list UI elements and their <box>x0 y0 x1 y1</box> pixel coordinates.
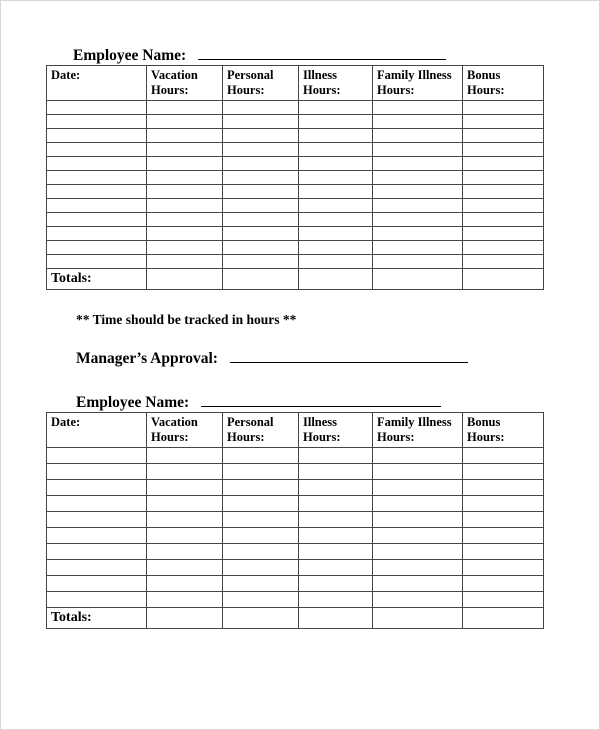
table-row <box>47 115 544 129</box>
manager-approval-line[interactable] <box>230 348 468 363</box>
empty-cell[interactable] <box>47 199 147 213</box>
table-row <box>47 241 544 255</box>
empty-cell[interactable] <box>463 227 544 241</box>
empty-cell[interactable] <box>223 213 299 227</box>
empty-cell[interactable] <box>299 528 373 544</box>
empty-cell[interactable] <box>47 528 147 544</box>
header-cell: Family Illness Hours: <box>373 413 463 448</box>
empty-cell[interactable] <box>463 213 544 227</box>
empty-cell[interactable] <box>47 544 147 560</box>
empty-cell[interactable] <box>373 213 463 227</box>
header-cell: Date: <box>47 413 147 448</box>
empty-cell[interactable] <box>147 227 223 241</box>
empty-cell[interactable] <box>463 199 544 213</box>
employee-name-line-2[interactable] <box>201 392 441 407</box>
header-cell: Vacation Hours: <box>147 413 223 448</box>
empty-cell[interactable] <box>463 448 544 464</box>
empty-cell[interactable] <box>47 241 147 255</box>
table-row <box>47 528 544 544</box>
table-row <box>47 496 544 512</box>
empty-cell[interactable] <box>223 129 299 143</box>
empty-cell[interactable] <box>299 227 373 241</box>
empty-cell[interactable] <box>373 480 463 496</box>
empty-cell[interactable] <box>223 512 299 528</box>
empty-cell[interactable] <box>299 185 373 199</box>
empty-cell[interactable] <box>463 129 544 143</box>
empty-cell[interactable] <box>147 199 223 213</box>
table-row <box>47 255 544 269</box>
empty-cell[interactable] <box>223 464 299 480</box>
empty-cell[interactable] <box>147 576 223 592</box>
totals-row <box>47 269 544 290</box>
totals-label: Totals: <box>47 269 147 290</box>
empty-cell[interactable] <box>47 560 147 576</box>
header-cell: Illness Hours: <box>299 413 373 448</box>
empty-cell[interactable] <box>147 157 223 171</box>
employee-name-row-1 <box>73 45 599 65</box>
empty-cell[interactable] <box>299 115 373 129</box>
header-cell: Personal Hours: <box>223 413 299 448</box>
table-row <box>47 171 544 185</box>
empty-cell[interactable] <box>373 143 463 157</box>
empty-cell[interactable] <box>47 480 147 496</box>
table-row <box>47 157 544 171</box>
table-row <box>47 199 544 213</box>
empty-cell[interactable] <box>147 448 223 464</box>
empty-cell[interactable] <box>47 576 147 592</box>
totals-cell[interactable] <box>223 608 299 629</box>
empty-cell[interactable] <box>373 115 463 129</box>
totals-cell[interactable] <box>373 608 463 629</box>
table-header-row <box>47 413 544 448</box>
empty-cell[interactable] <box>223 241 299 255</box>
empty-cell[interactable] <box>373 592 463 608</box>
empty-cell[interactable] <box>147 185 223 199</box>
totals-cell[interactable] <box>463 608 544 629</box>
empty-cell[interactable] <box>463 496 544 512</box>
empty-cell[interactable] <box>463 592 544 608</box>
empty-cell[interactable] <box>373 528 463 544</box>
table-row <box>47 576 544 592</box>
empty-cell[interactable] <box>463 255 544 269</box>
empty-cell[interactable] <box>223 171 299 185</box>
empty-cell[interactable] <box>299 171 373 185</box>
empty-cell[interactable] <box>373 241 463 255</box>
empty-cell[interactable] <box>47 101 147 115</box>
empty-cell[interactable] <box>373 171 463 185</box>
empty-cell[interactable] <box>223 227 299 241</box>
empty-cell[interactable] <box>299 544 373 560</box>
table-row <box>47 512 544 528</box>
empty-cell[interactable] <box>223 199 299 213</box>
empty-cell[interactable] <box>463 480 544 496</box>
empty-cell[interactable] <box>47 185 147 199</box>
empty-cell[interactable] <box>463 115 544 129</box>
time-table-1 <box>46 65 544 290</box>
table-row <box>47 101 544 115</box>
employee-name-line-1[interactable] <box>198 45 446 60</box>
employee-name-label-1: Employee Name: <box>73 47 187 64</box>
table-row <box>47 592 544 608</box>
manager-approval-row <box>76 348 599 368</box>
empty-cell[interactable] <box>463 143 544 157</box>
empty-cell[interactable] <box>299 143 373 157</box>
header-cell: Illness Hours: <box>299 66 373 101</box>
table-header-row <box>47 66 544 101</box>
totals-cell[interactable] <box>299 608 373 629</box>
header-cell: Family Illness Hours: <box>373 66 463 101</box>
empty-cell[interactable] <box>373 576 463 592</box>
empty-cell[interactable] <box>223 143 299 157</box>
totals-cell[interactable] <box>223 269 299 290</box>
empty-cell[interactable] <box>463 512 544 528</box>
empty-cell[interactable] <box>299 592 373 608</box>
empty-cell[interactable] <box>463 576 544 592</box>
empty-cell[interactable] <box>299 512 373 528</box>
empty-cell[interactable] <box>299 255 373 269</box>
empty-cell[interactable] <box>223 576 299 592</box>
empty-cell[interactable] <box>147 129 223 143</box>
empty-cell[interactable] <box>47 227 147 241</box>
empty-cell[interactable] <box>147 101 223 115</box>
empty-cell[interactable] <box>47 171 147 185</box>
empty-cell[interactable] <box>299 464 373 480</box>
empty-cell[interactable] <box>223 157 299 171</box>
header-cell: Bonus Hours: <box>463 413 544 448</box>
totals-cell[interactable] <box>147 269 223 290</box>
empty-cell[interactable] <box>47 448 147 464</box>
empty-cell[interactable] <box>47 129 147 143</box>
table-row <box>47 227 544 241</box>
empty-cell[interactable] <box>373 464 463 480</box>
hours-note: ** Time should be tracked in hours ** <box>76 312 297 327</box>
empty-cell[interactable] <box>299 480 373 496</box>
empty-cell[interactable] <box>47 512 147 528</box>
empty-cell[interactable] <box>463 185 544 199</box>
table-row <box>47 213 544 227</box>
empty-cell[interactable] <box>373 512 463 528</box>
empty-cell[interactable] <box>223 115 299 129</box>
empty-cell[interactable] <box>373 448 463 464</box>
totals-cell[interactable] <box>463 269 544 290</box>
employee-name-row-2 <box>76 392 599 412</box>
table-row <box>47 448 544 464</box>
empty-cell[interactable] <box>373 560 463 576</box>
empty-cell[interactable] <box>463 560 544 576</box>
empty-cell[interactable] <box>373 185 463 199</box>
empty-cell[interactable] <box>223 592 299 608</box>
empty-cell[interactable] <box>147 255 223 269</box>
empty-cell[interactable] <box>147 115 223 129</box>
empty-cell[interactable] <box>47 496 147 512</box>
empty-cell[interactable] <box>47 157 147 171</box>
empty-cell[interactable] <box>223 185 299 199</box>
table-row <box>47 185 544 199</box>
empty-cell[interactable] <box>463 464 544 480</box>
empty-cell[interactable] <box>299 448 373 464</box>
totals-cell[interactable] <box>147 608 223 629</box>
empty-cell[interactable] <box>299 199 373 213</box>
empty-cell[interactable] <box>147 512 223 528</box>
table-row <box>47 143 544 157</box>
empty-cell[interactable] <box>373 255 463 269</box>
empty-cell[interactable] <box>47 213 147 227</box>
empty-cell[interactable] <box>463 157 544 171</box>
empty-cell[interactable] <box>223 560 299 576</box>
header-cell: Date: <box>47 66 147 101</box>
empty-cell[interactable] <box>373 496 463 512</box>
employee-name-label-2: Employee Name: <box>76 394 190 411</box>
empty-cell[interactable] <box>223 480 299 496</box>
empty-cell[interactable] <box>299 129 373 143</box>
empty-cell[interactable] <box>47 255 147 269</box>
empty-cell[interactable] <box>223 101 299 115</box>
empty-cell[interactable] <box>147 560 223 576</box>
totals-row <box>47 608 544 629</box>
empty-cell[interactable] <box>463 171 544 185</box>
time-table-2 <box>46 412 544 629</box>
empty-cell[interactable] <box>373 199 463 213</box>
empty-cell[interactable] <box>147 464 223 480</box>
empty-cell[interactable] <box>147 592 223 608</box>
empty-cell[interactable] <box>223 544 299 560</box>
empty-cell[interactable] <box>147 528 223 544</box>
empty-cell[interactable] <box>299 101 373 115</box>
empty-cell[interactable] <box>147 213 223 227</box>
table-row <box>47 560 544 576</box>
empty-cell[interactable] <box>147 480 223 496</box>
empty-cell[interactable] <box>299 157 373 171</box>
empty-cell[interactable] <box>147 544 223 560</box>
empty-cell[interactable] <box>147 143 223 157</box>
table-row <box>47 544 544 560</box>
empty-cell[interactable] <box>373 129 463 143</box>
table-row <box>47 480 544 496</box>
empty-cell[interactable] <box>299 576 373 592</box>
empty-cell[interactable] <box>299 241 373 255</box>
empty-cell[interactable] <box>47 464 147 480</box>
empty-cell[interactable] <box>299 560 373 576</box>
empty-cell[interactable] <box>223 255 299 269</box>
empty-cell[interactable] <box>147 496 223 512</box>
header-cell: Bonus Hours: <box>463 66 544 101</box>
empty-cell[interactable] <box>223 448 299 464</box>
empty-cell[interactable] <box>373 227 463 241</box>
empty-cell[interactable] <box>373 101 463 115</box>
empty-cell[interactable] <box>299 213 373 227</box>
empty-cell[interactable] <box>47 115 147 129</box>
empty-cell[interactable] <box>47 592 147 608</box>
empty-cell[interactable] <box>373 157 463 171</box>
header-cell: Personal Hours: <box>223 66 299 101</box>
empty-cell[interactable] <box>463 528 544 544</box>
table-row <box>47 129 544 143</box>
empty-cell[interactable] <box>147 171 223 185</box>
empty-cell[interactable] <box>463 544 544 560</box>
table-row <box>47 464 544 480</box>
empty-cell[interactable] <box>299 496 373 512</box>
empty-cell[interactable] <box>463 101 544 115</box>
totals-label: Totals: <box>47 608 147 629</box>
manager-approval-label: Manager’s Approval: <box>76 350 218 367</box>
totals-cell[interactable] <box>299 269 373 290</box>
empty-cell[interactable] <box>223 528 299 544</box>
empty-cell[interactable] <box>147 241 223 255</box>
header-cell: Vacation Hours: <box>147 66 223 101</box>
empty-cell[interactable] <box>47 143 147 157</box>
empty-cell[interactable] <box>223 496 299 512</box>
empty-cell[interactable] <box>373 544 463 560</box>
empty-cell[interactable] <box>463 241 544 255</box>
totals-cell[interactable] <box>373 269 463 290</box>
